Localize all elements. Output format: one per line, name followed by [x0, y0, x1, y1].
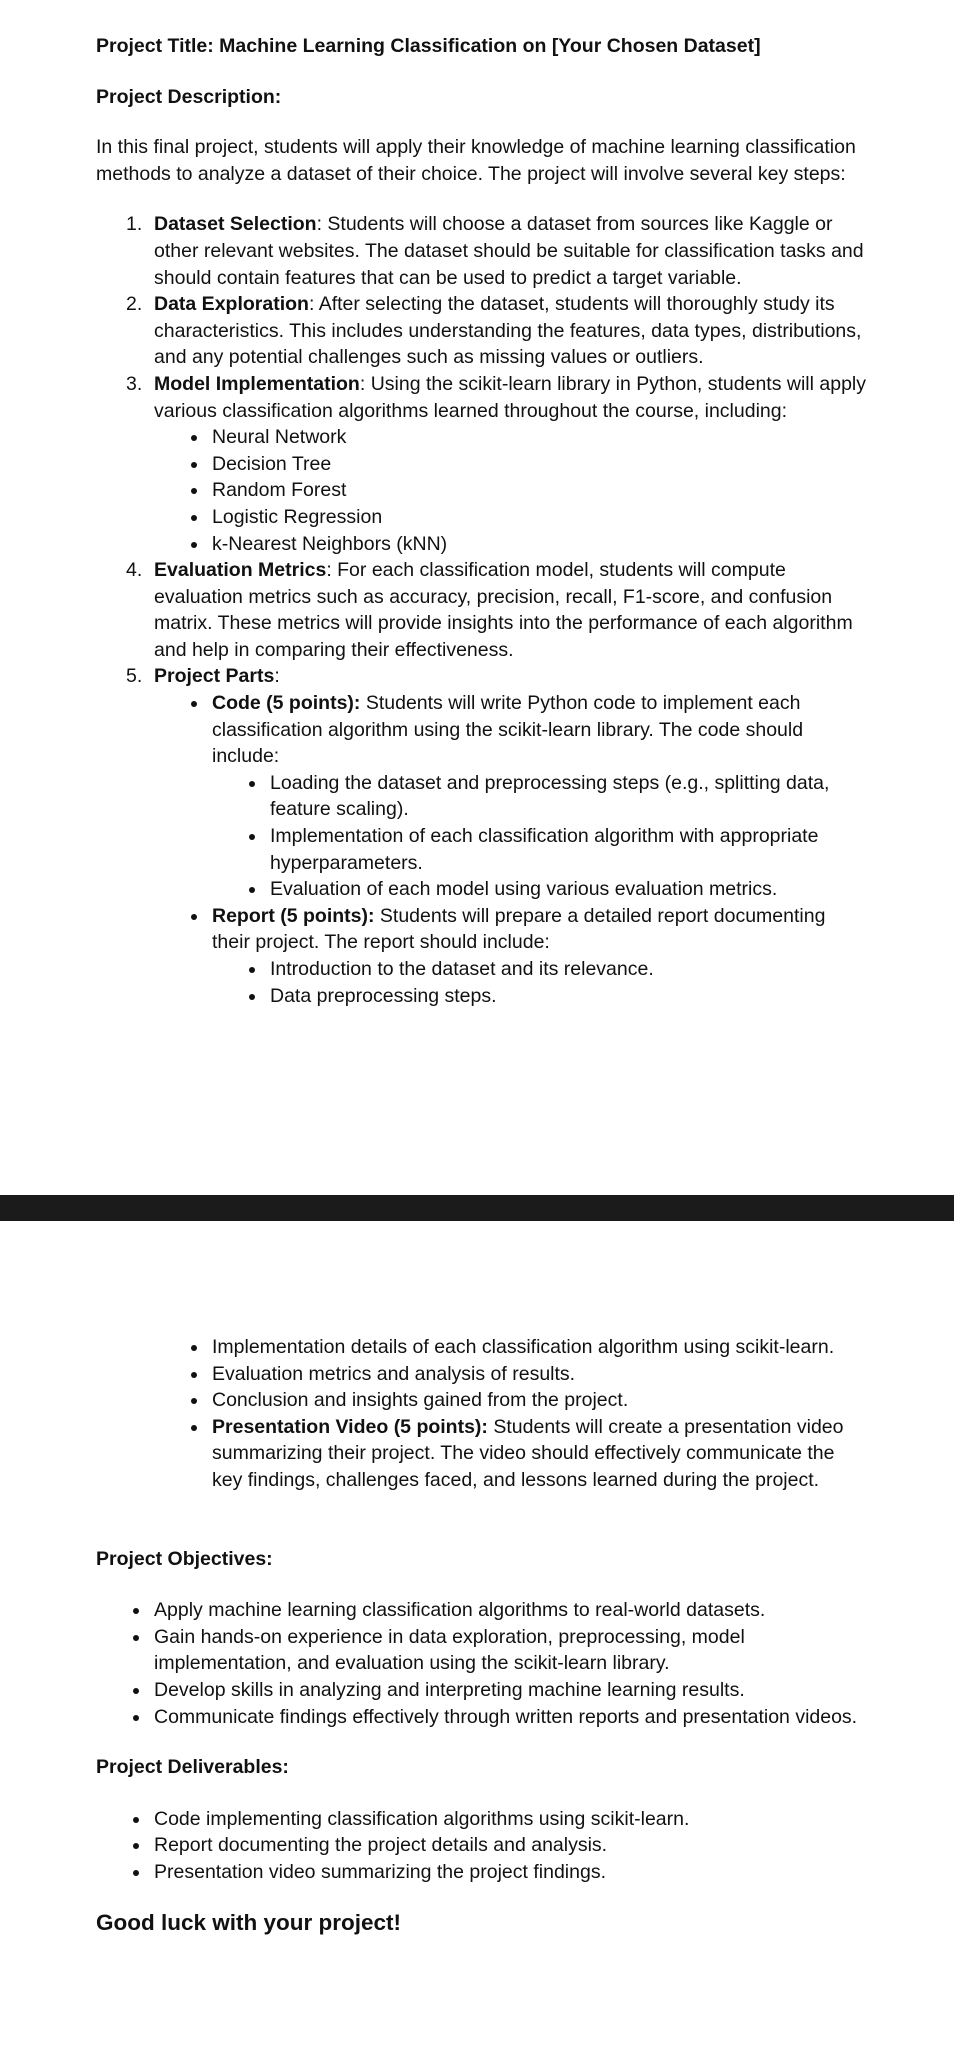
- part-label: Report (5 points):: [212, 904, 375, 927]
- project-parts-list-continued: [154, 1414, 866, 1494]
- report-list-continued: [96, 1334, 866, 1414]
- part-label: Code (5 points):: [212, 692, 361, 715]
- project-parts-list: [154, 690, 866, 1009]
- step-item: [96, 663, 866, 1009]
- list-item: Conclusion and insights gained from the project.: [154, 1387, 866, 1414]
- step-number: 4.: [126, 559, 143, 582]
- objectives-list: [96, 1597, 866, 1730]
- deliverables-list: [96, 1806, 866, 1886]
- list-item: Data preprocessing steps.: [212, 983, 866, 1010]
- step-number: 3.: [126, 372, 143, 395]
- part-item-report: [154, 903, 866, 1009]
- objectives-heading: Project Objectives:: [96, 1547, 273, 1570]
- list-item: Implementation of each classification algorithm with appropriate hyperparameters.: [212, 823, 866, 876]
- report-requirements-list: [212, 956, 866, 1009]
- step-text: :: [274, 665, 280, 688]
- list-item: Apply machine learning classification algorithms to real-world datasets.: [96, 1597, 866, 1624]
- part-item-code: [154, 690, 866, 903]
- step-item: [96, 291, 866, 371]
- code-requirements-list: [212, 770, 866, 903]
- algorithm-list: [154, 424, 866, 557]
- steps-list: [96, 211, 866, 1009]
- list-item: k-Nearest Neighbors (kNN): [154, 531, 866, 558]
- list-item: Report documenting the project details and analysis.: [96, 1832, 866, 1859]
- step-label: Data Exploration: [154, 293, 309, 316]
- step-text: : Students will choose a dataset from sources like Kaggle or other relevant websites. The dataset should be suitable for classification tasks and should contain features that can be used to predict a target variable.: [154, 213, 864, 289]
- part-text: Students will write Python code to implement each classification algorithm using the scikit-learn library. The code should include:: [212, 692, 804, 768]
- step-number: 2.: [126, 293, 143, 316]
- description-heading: Project Description:: [96, 85, 282, 108]
- step-text: : After selecting the dataset, students will thoroughly study its characteristics. This includes understanding the features, data types, distributions, and any potential challenges such as missing values or outliers.: [154, 293, 862, 369]
- part-text: Students will prepare a detailed report documenting their project. The report should include:: [212, 904, 826, 954]
- list-item: Communicate findings effectively through written reports and presentation videos.: [96, 1704, 866, 1731]
- step-number: 1.: [126, 213, 143, 236]
- step-item: [96, 557, 866, 663]
- description-intro: In this final project, students will apply their knowledge of machine learning classification methods to analyze a dataset of their choice. The project will involve several key steps:: [96, 136, 856, 185]
- list-item: Develop skills in analyzing and interpreting machine learning results.: [96, 1677, 866, 1704]
- list-item: Decision Tree: [154, 451, 866, 478]
- step-label: Evaluation Metrics: [154, 559, 327, 582]
- list-item: Evaluation of each model using various evaluation metrics.: [212, 876, 866, 903]
- step-item: [96, 371, 866, 557]
- deliverables-heading: Project Deliverables:: [96, 1756, 289, 1779]
- list-item: Code implementing classification algorithms using scikit-learn.: [96, 1806, 866, 1833]
- list-item: Neural Network: [154, 424, 866, 451]
- list-item: Evaluation metrics and analysis of results.: [154, 1361, 866, 1388]
- parts-list-continued: [96, 1414, 866, 1494]
- step-label: Project Parts: [154, 665, 275, 688]
- list-item: Gain hands-on experience in data exploration, preprocessing, model implementation, and evaluation using the scikit-learn library.: [96, 1624, 866, 1677]
- step-text: : For each classification model, students will compute evaluation metrics such as accuracy, precision, recall, F1-score, and confusion matrix. These metrics will provide insights into the performance of each algorithm and help in comparing their effectiveness.: [154, 559, 853, 661]
- list-item: Loading the dataset and preprocessing steps (e.g., splitting data, feature scaling).: [212, 770, 866, 823]
- document-page-2: [0, 1221, 954, 2048]
- part-item-video: [154, 1414, 866, 1494]
- step-text: : Using the scikit-learn library in Python, students will apply various classification algorithms learned throughout the course, including:: [154, 372, 866, 422]
- page-divider: [0, 1195, 954, 1221]
- list-item: Presentation video summarizing the project findings.: [96, 1859, 866, 1886]
- page-2-content: [96, 1334, 866, 1936]
- list-item: Random Forest: [154, 477, 866, 504]
- list-item: Logistic Regression: [154, 504, 866, 531]
- part-label: Presentation Video (5 points):: [212, 1415, 488, 1438]
- page-1-content: [96, 33, 866, 1009]
- step-item: [96, 211, 866, 291]
- step-number: 5.: [126, 665, 143, 688]
- list-item: Implementation details of each classification algorithm using scikit-learn.: [154, 1334, 866, 1361]
- part-text: Students will create a presentation video summarizing their project. The video should effectively communicate the key findings, challenges faced, and lessons learned during the project.: [212, 1415, 844, 1491]
- list-item: Introduction to the dataset and its relevance.: [212, 956, 866, 983]
- report-requirements-list-continued: [154, 1334, 866, 1414]
- step-label: Model Implementation: [154, 372, 360, 395]
- closing-message: Good luck with your project!: [96, 1909, 402, 1935]
- project-title: Project Title: Machine Learning Classification on [Your Chosen Dataset]: [96, 35, 761, 57]
- step-label: Dataset Selection: [154, 213, 317, 236]
